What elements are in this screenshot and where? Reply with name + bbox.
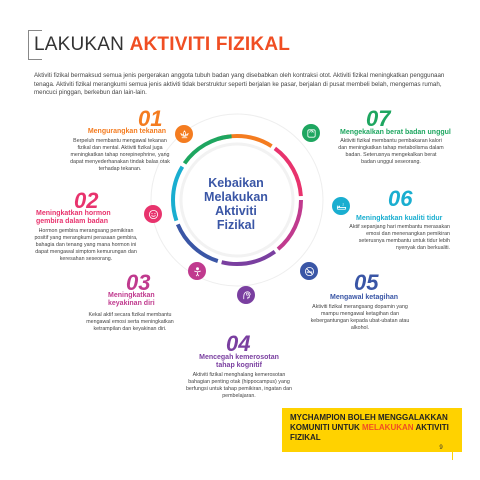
person-confident-icon [188,262,206,280]
center-title: Kebaikan Melakukan Aktiviti Fizikal [204,176,268,232]
cta-highlight: MELAKUKAN [362,423,414,432]
item-02-title: Meningkatkan hormon gembira dalam badan [36,210,111,225]
intro-paragraph: Aktiviti fizikal bermaksud semua jenis pergerakan anggota tubuh badan yang disebabkan oleh kontraksi otot. Aktiviti fizikal meningkatkan penggunaan tenaga. Aktiviti fizikal merangkumi semua jenis aktiviti tidak berstruktur seperti berjalan ke pasar, berjalan di pusat membeli belah, mengemas rumah, mencuci pinggan, berkebun dan lain-lain. [34,72,445,97]
item-06-text: Aktif sepanjang hari membantu merasakan emosi dan menenangkan pemikiran seterusnya membantu untuk tidur lebih nyenyak dan berkualiti. [349,224,450,251]
sleeping-person-icon [332,197,350,215]
item-07-number: 07 [366,106,391,131]
lotus-meditation-icon [175,125,193,143]
item-05-number: 05 [354,270,379,295]
svg-text:z: z [341,202,344,207]
item-04-title: Mencegah kemerosotan tahap kognitif [199,354,279,369]
smiley-face-icon [144,205,162,223]
item-04-number: 04 [226,331,251,356]
no-smoking-icon [300,262,318,280]
page-number: 9 [439,445,443,451]
page-title-plain: LAKUKAN [34,34,130,55]
item-06-title: Meningkatkan kualiti tidur [356,215,443,222]
brain-person-icon [237,286,255,304]
item-05-title: Mengawal ketagihan [330,294,399,301]
item-06-number: 06 [388,186,413,211]
weighing-scale-icon [302,124,320,142]
item-04-text: Aktiviti fizikal menghalang kemerosotan bahagian penting otak (hippocampus) yang berfungsi untuk tahap pemikiran, ingatan dan pembelajaran. [185,372,292,399]
item-02-text: Hormon gembira merangsang pemikiran positif yang merangkumi perasaan gembira, bahagia dan tenang yang mana hormon ini dapat mengawal simptom kemurungan dan keresahan seseorang. [34,228,138,262]
item-03-text: Kekal aktif secara fizikal membantu mengawal emosi serta meningkatkan ketrampilan dan keyakinan diri. [86,312,174,332]
item-07-title: Mengekalkan berat badan unggul [340,129,451,136]
cta-line2: AKTIVITI FIZIKAL [290,423,449,442]
cta-line1: MYCHAMPION BOLEH MENGGALAKKAN KOMUNITI UNTUK [290,413,448,432]
item-02-number: 02 [74,188,99,213]
item-01-text: Berpeluh membantu mengawal tekanan fizikal dan mental. Aktiviti fizikal juga meningkatkan tahap norepinephrine, yang dapat menyederhanakan tindak balas otak terhadap tekanan. [70,138,170,172]
page-number-divider [452,430,453,460]
item-05-text: Aktiviti fizikal merangsang dopamin yang mampu mengawal ketagihan dan kebergantungan kepada ubat-ubatan atau alkohol. [310,304,410,331]
page-title-bold: AKTIVITI FIZIKAL [129,34,291,55]
item-01-title: Mengurangkan tekanan [87,128,166,135]
cta-banner [282,408,462,452]
item-03-number: 03 [126,270,151,295]
item-03-title: Meningkatkan keyakinan diri [108,292,155,307]
item-07-text: Aktiviti fizikal membantu pembakaran kalori dan meningkatkan tahap metabolisma dalam badan. Seterusnya mengekalkan berat badan unggul seseorang. [338,138,444,165]
item-01-number: 01 [138,106,163,131]
